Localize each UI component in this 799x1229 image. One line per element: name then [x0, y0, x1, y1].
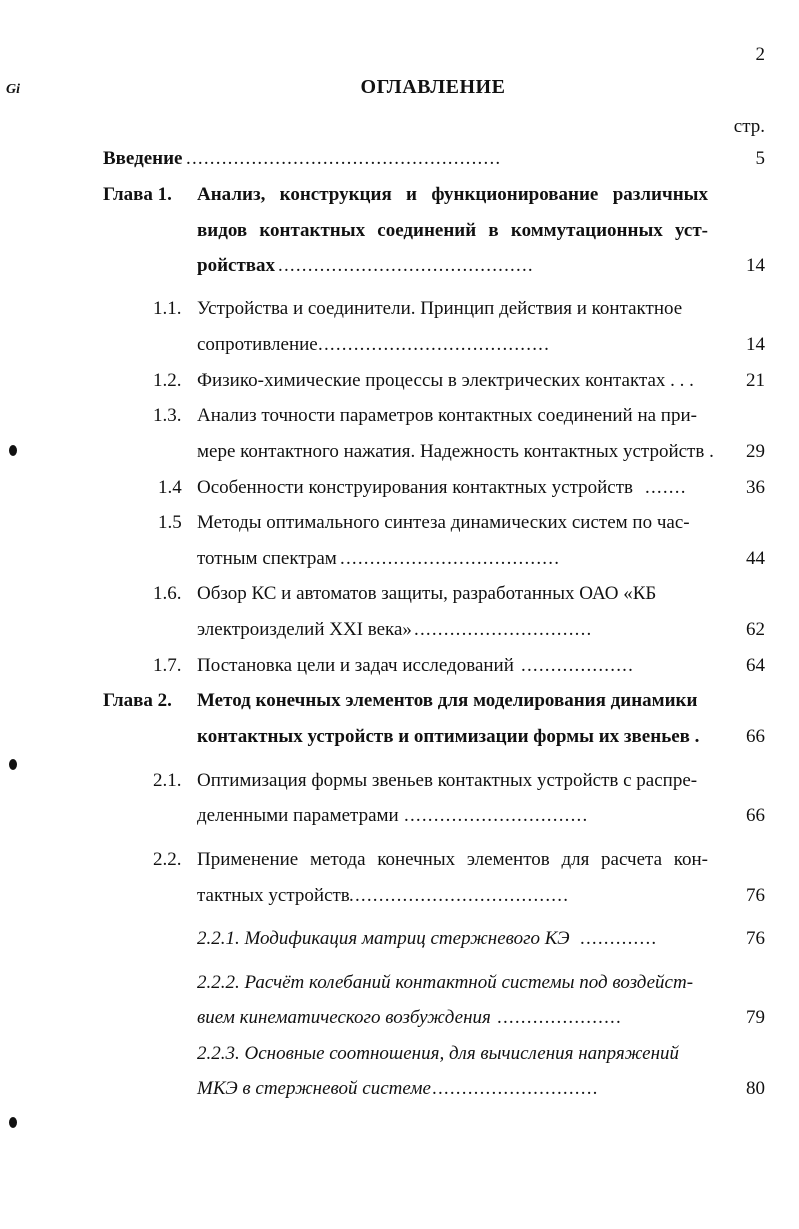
- section-2-1-page: 66: [746, 805, 765, 826]
- chapter-1-dots: ...........................................: [278, 255, 534, 276]
- subsection-2-2-2-page: 79: [746, 1007, 765, 1028]
- section-2-2-number: 2.2.: [153, 849, 182, 870]
- section-1-4-dots: .......: [645, 477, 687, 498]
- pages-column-header: стр.: [733, 116, 765, 137]
- section-2-2-title-line1: Применение метода конечных элементов для расчета кон-: [197, 849, 708, 870]
- section-1-6-title-line2: электроизделий XXI века»: [197, 619, 412, 640]
- section-1-3-number: 1.3.: [153, 405, 182, 426]
- subsection-2-2-1-page: 76: [746, 928, 765, 949]
- chapter-1-title-line3: ройствах: [197, 255, 276, 276]
- section-2-1-title-line1: Оптимизация формы звеньев контактных устройств с распре-: [197, 770, 698, 791]
- margin-mark: Gi: [6, 82, 20, 97]
- chapter-1-page: 14: [746, 255, 765, 276]
- subsection-2-2-1-dots: .............: [580, 928, 658, 949]
- section-2-1-dots: ...............................: [404, 805, 589, 826]
- chapter-2-page: 66: [746, 726, 765, 747]
- section-1-5-page: 44: [746, 548, 765, 569]
- section-1-3-title-line1: Анализ точности параметров контактных соединений на при-: [197, 405, 697, 426]
- section-1-4-number: 1.4: [158, 477, 182, 498]
- section-1-3-page: 29: [746, 441, 765, 462]
- subsection-2-2-1-title: 2.2.1. Модификация матриц стержневого КЭ: [197, 928, 570, 949]
- subsection-2-2-2-title-line1: 2.2.2. Расчёт колебаний контактной системы под воздейст-: [197, 972, 694, 993]
- section-1-7-page: 64: [746, 655, 765, 676]
- subsection-2-2-2-dots: .....................: [497, 1007, 622, 1028]
- section-1-4-page: 36: [746, 477, 765, 498]
- page-title: ОГЛАВЛЕНИЕ: [360, 76, 506, 98]
- section-1-1-number: 1.1.: [153, 298, 182, 319]
- subsection-2-2-2-title-line2: вием кинематического возбуждения: [197, 1007, 491, 1028]
- intro-dots: .....................................................: [186, 148, 502, 169]
- intro-label: Введение: [103, 148, 183, 169]
- section-1-5-title-line2: тотным спектрам: [197, 548, 337, 569]
- section-1-1-title-line1: Устройства и соединители. Принцип действия и контактное: [197, 298, 683, 319]
- subsection-2-2-3-dots: ............................: [432, 1078, 599, 1099]
- section-1-2-number: 1.2.: [153, 370, 182, 391]
- binding-hole-mark: [9, 1117, 17, 1128]
- section-1-7-number: 1.7.: [153, 655, 182, 676]
- section-1-5-title-line1: Методы оптимального синтеза динамических систем по час-: [197, 512, 690, 533]
- section-2-2-page: 76: [746, 885, 765, 906]
- chapter-2-title-line2: контактных устройств и оптимизации формы их звеньев .: [197, 726, 700, 747]
- section-1-6-page: 62: [746, 619, 765, 640]
- section-1-4-title: Особенности конструирования контактных устройств: [197, 477, 633, 498]
- section-2-1-title-line2: деленными параметрами: [197, 805, 399, 826]
- section-1-7-dots: ...................: [521, 655, 635, 676]
- subsection-2-2-3-page: 80: [746, 1078, 765, 1099]
- chapter-1-title-line2: видов контактных соединений в коммутационных уст-: [197, 220, 708, 241]
- binding-hole-mark: [9, 445, 17, 456]
- section-1-3-title-line2: мере контактного нажатия. Надежность контактных устройств .: [197, 441, 714, 462]
- section-1-1-title-line2: сопротивление: [197, 334, 318, 355]
- chapter-2-title-line1: Метод конечных элементов для моделирования динамики: [197, 690, 698, 711]
- page-number: 2: [755, 44, 765, 65]
- section-1-5-number: 1.5: [158, 512, 182, 533]
- chapter-1-number: Глава 1.: [103, 184, 172, 205]
- section-1-2-title: Физико-химические процессы в электрических контактах . . .: [197, 370, 694, 391]
- section-1-1-page: 14: [746, 334, 765, 355]
- section-2-1-number: 2.1.: [153, 770, 182, 791]
- section-1-2-page: 21: [746, 370, 765, 391]
- section-1-1-dots: .......................................: [318, 334, 551, 355]
- chapter-1-title-line1: Анализ, конструкция и функционирование различных: [197, 184, 708, 205]
- section-1-6-dots: ..............................: [414, 619, 593, 640]
- section-2-2-title-line2: тактных устройств: [197, 885, 350, 906]
- chapter-2-number: Глава 2.: [103, 690, 172, 711]
- section-1-6-number: 1.6.: [153, 583, 182, 604]
- subsection-2-2-3-title-line1: 2.2.3. Основные соотношения, для вычисления напряжений: [197, 1043, 680, 1064]
- section-1-5-dots: .....................................: [340, 548, 561, 569]
- section-1-7-title: Постановка цели и задач исследований: [197, 655, 514, 676]
- binding-hole-mark: [9, 759, 17, 770]
- intro-page: 5: [755, 148, 765, 169]
- subsection-2-2-3-title-line2: МКЭ в стержневой системе: [197, 1078, 431, 1099]
- section-2-2-dots: .....................................: [349, 885, 570, 906]
- section-1-6-title-line1: Обзор КС и автоматов защиты, разработанных ОАО «КБ: [197, 583, 657, 604]
